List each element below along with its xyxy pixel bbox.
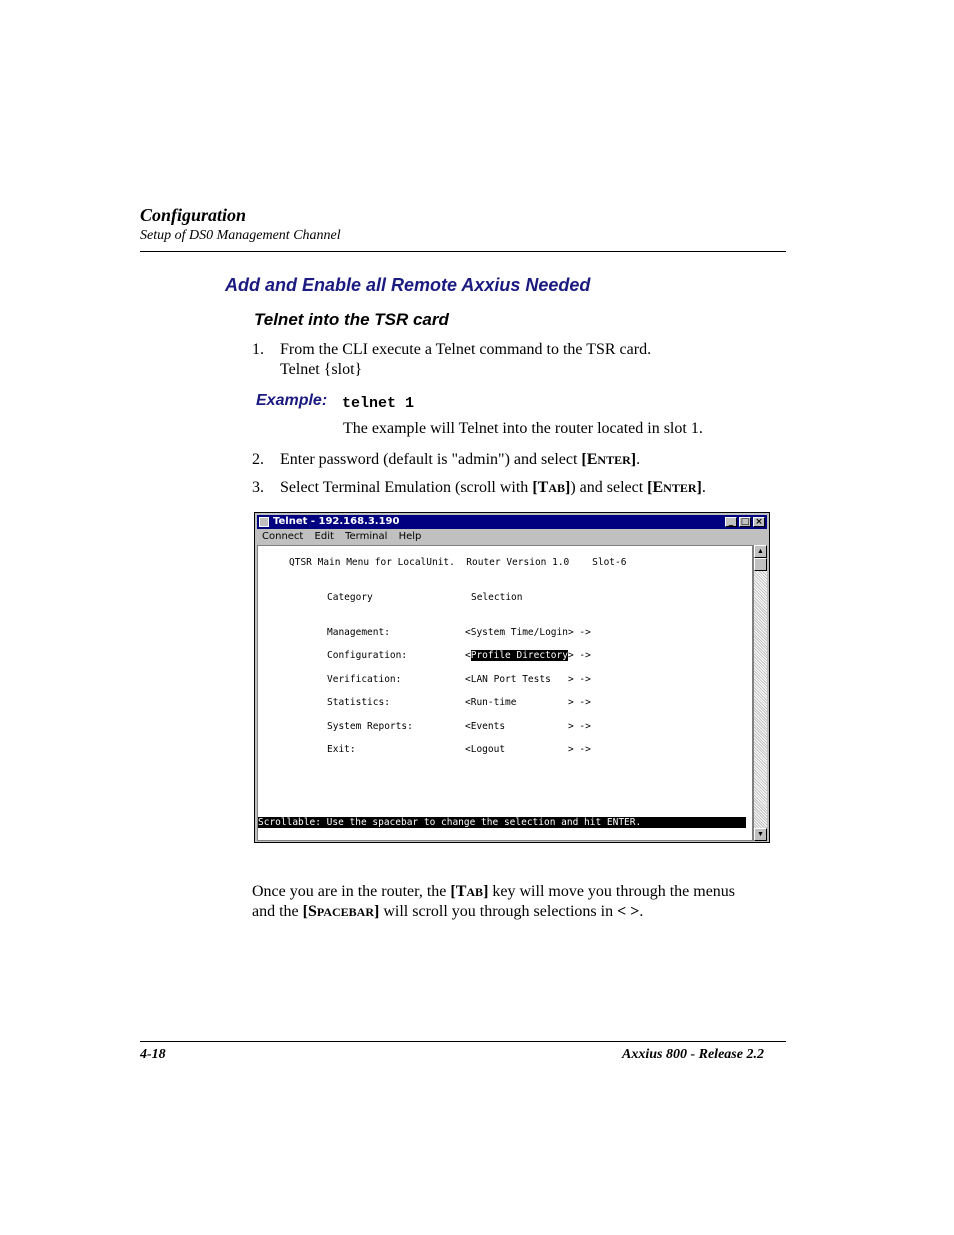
telnet-window [254,512,770,843]
step-number-2: 2. [252,451,264,468]
row-selection[interactable]: <Logout > -> [465,744,591,755]
row-category: Configuration: [327,650,408,661]
row-category: System Reports: [327,721,413,732]
step-number-3: 3. [252,479,264,496]
chapter-title: Configuration [140,205,247,225]
close-icon[interactable]: × [753,517,765,527]
header-rule [140,251,786,252]
terminal-status-line: Scrollable: Use the spacebar to change the selection and hit ENTER. [258,817,746,828]
maximize-icon[interactable]: □ [740,517,750,527]
terminal-header-line: QTSR Main Menu for LocalUnit. Router Version 1.0 Slot-6 [289,557,627,568]
row-selection[interactable]: <System Time/Login> -> [465,627,591,638]
example-code: telnet 1 [342,395,415,412]
minimize-icon[interactable]: _ [725,517,737,527]
scroll-down-icon[interactable]: ▼ [754,828,767,841]
window-title: Telnet - 192.168.3.190 [273,516,400,527]
telnet-app-icon [259,517,269,527]
closing-line-1: Once you are in the router, the [TAB] key will move you through the menus [252,883,736,900]
page-number: 4-18 [140,1047,166,1062]
step-text-3: Select Terminal Emulation (scroll with [TAB]) and select [ENTER]. [280,479,706,496]
example-note: The example will Telnet into the router located in slot 1. [343,420,703,437]
menu-help[interactable]: Help [398,531,422,542]
row-category: Management: [327,627,390,638]
row-selection[interactable]: <LAN Port Tests > -> [465,674,591,685]
footer-rule [140,1041,786,1042]
product-release: Axxius 800 - Release 2.2 [622,1047,764,1062]
menu-edit[interactable]: Edit [314,531,334,542]
section-heading: Add and Enable all Remote Axxius Needed [225,275,591,295]
step-number-1: 1. [252,341,264,358]
row-category: Exit: [327,744,356,755]
scroll-up-icon[interactable]: ▲ [754,545,767,558]
row-selection[interactable]: <Run-time > -> [465,697,591,708]
closing-line-2: and the [SPACEBAR] will scroll you through selections in < >. [252,903,644,920]
menu-connect[interactable]: Connect [262,531,304,542]
vertical-scrollbar[interactable] [753,545,767,841]
column-category: Category [327,592,373,603]
example-label: Example: [256,392,328,409]
row-category: Verification: [327,674,402,685]
subsection-heading: Telnet into the TSR card [254,310,449,329]
menu-bar [257,530,424,544]
step-command-1: Telnet {slot} [280,361,363,378]
step-text-1: From the CLI execute a Telnet command to the TSR card. [280,341,652,358]
menu-terminal[interactable]: Terminal [345,531,388,542]
row-category: Statistics: [327,697,390,708]
terminal-screen[interactable] [257,545,753,841]
row-selection-highlighted[interactable]: <Profile Directory> -> [465,650,591,661]
window-titlebar [257,515,767,529]
section-subtitle: Setup of DS0 Management Channel [140,228,341,243]
row-selection[interactable]: <Events > -> [465,721,591,732]
step-text-2: Enter password (default is "admin") and select [ENTER]. [280,451,641,468]
scroll-thumb[interactable] [754,558,767,571]
column-selection: Selection [471,592,523,603]
